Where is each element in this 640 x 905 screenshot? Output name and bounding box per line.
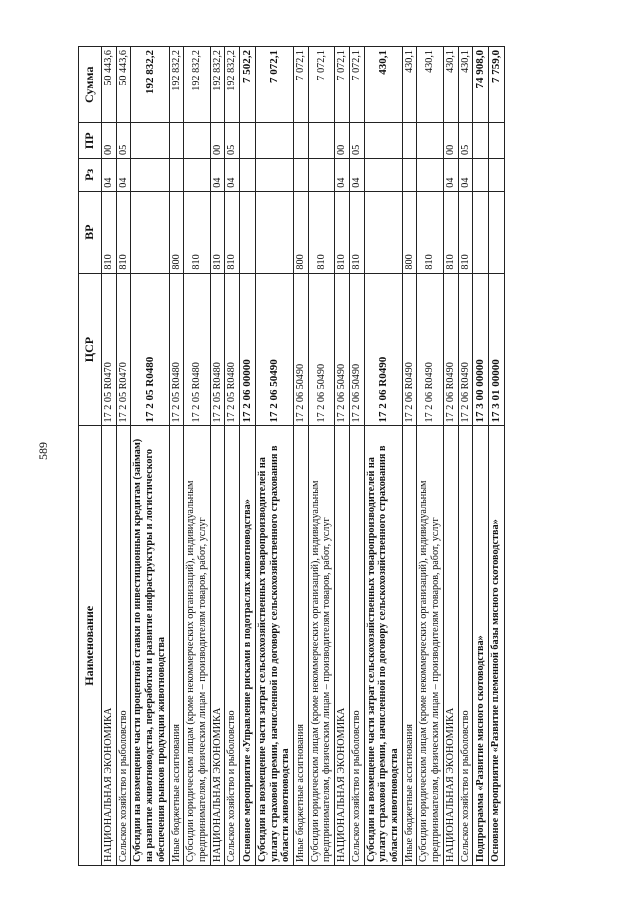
cell-sum: 7 072,1 xyxy=(349,47,364,123)
cell-sum: 50 443,6 xyxy=(102,47,117,123)
cell-csr: 17 3 01 00000 xyxy=(488,273,504,426)
header-name: Наименование xyxy=(79,426,102,866)
page-number: 589 xyxy=(36,442,50,460)
table-row xyxy=(255,47,293,866)
cell-vr xyxy=(131,191,169,273)
cell-vr: 810 xyxy=(308,191,334,273)
cell-pr xyxy=(240,123,256,158)
cell-name: НАЦИОНАЛЬНАЯ ЭКОНОМИКА xyxy=(102,426,117,866)
cell-sum: 7 072,1 xyxy=(293,47,308,123)
cell-pr xyxy=(184,123,210,158)
cell-sum: 7 502,2 xyxy=(240,47,256,123)
cell-name: Иные бюджетные ассигнования xyxy=(169,426,184,866)
cell-vr: 810 xyxy=(335,191,350,273)
cell-csr: 17 2 05 R0470 xyxy=(116,273,131,426)
cell-csr: 17 3 00 00000 xyxy=(473,273,489,426)
cell-vr: 810 xyxy=(349,191,364,273)
cell-csr: 17 2 06 R0490 xyxy=(364,273,402,426)
cell-csr: 17 2 05 R0480 xyxy=(131,273,169,426)
cell-sum: 192 832,2 xyxy=(184,47,210,123)
cell-rz: 04 xyxy=(225,158,240,191)
cell-name: Субсидии юридическим лицам (кроме некоммерческих организаций), индивидуальным предпринимателям, физическим лицам – производителям товаров, работ, услуг xyxy=(417,426,443,866)
cell-csr: 17 2 06 50490 xyxy=(335,273,350,426)
cell-sum: 430,1 xyxy=(364,47,402,123)
cell-vr: 810 xyxy=(225,191,240,273)
header-vr: ВР xyxy=(79,191,102,273)
cell-rz xyxy=(473,158,489,191)
cell-rz xyxy=(240,158,256,191)
cell-rz xyxy=(364,158,402,191)
cell-csr: 17 2 06 R0490 xyxy=(402,273,417,426)
cell-rz xyxy=(131,158,169,191)
cell-vr xyxy=(255,191,293,273)
cell-sum: 50 443,6 xyxy=(116,47,131,123)
cell-sum: 192 832,2 xyxy=(210,47,225,123)
cell-rz xyxy=(169,158,184,191)
table-row xyxy=(308,47,334,866)
cell-name: Основное мероприятие «Управление рисками в подотраслях животноводства» xyxy=(240,426,256,866)
cell-vr: 810 xyxy=(417,191,443,273)
cell-name: Иные бюджетные ассигнования xyxy=(402,426,417,866)
cell-csr: 17 2 06 50490 xyxy=(349,273,364,426)
cell-csr: 17 2 06 50490 xyxy=(308,273,334,426)
cell-sum: 430,1 xyxy=(417,47,443,123)
cell-name: НАЦИОНАЛЬНАЯ ЭКОНОМИКА xyxy=(210,426,225,866)
table-row xyxy=(210,47,225,866)
header-rz: Рз xyxy=(79,158,102,191)
cell-name: Сельское хозяйство и рыболовство xyxy=(116,426,131,866)
cell-csr: 17 2 05 R0480 xyxy=(225,273,240,426)
cell-pr xyxy=(255,123,293,158)
cell-sum: 192 832,2 xyxy=(225,47,240,123)
table-row xyxy=(488,47,504,866)
cell-name: Сельское хозяйство и рыболовство xyxy=(458,426,473,866)
cell-csr: 17 2 06 50490 xyxy=(255,273,293,426)
budget-table xyxy=(78,46,505,866)
header-csr: ЦСР xyxy=(79,273,102,426)
cell-csr: 17 2 05 R0480 xyxy=(210,273,225,426)
cell-vr: 810 xyxy=(102,191,117,273)
table-row xyxy=(131,47,169,866)
cell-pr xyxy=(131,123,169,158)
cell-vr: 810 xyxy=(116,191,131,273)
cell-sum: 7 759,0 xyxy=(488,47,504,123)
cell-vr: 810 xyxy=(443,191,458,273)
cell-vr xyxy=(473,191,489,273)
cell-pr: 05 xyxy=(225,123,240,158)
table-body xyxy=(102,47,505,866)
table-row xyxy=(102,47,117,866)
cell-sum: 430,1 xyxy=(443,47,458,123)
cell-sum: 7 072,1 xyxy=(335,47,350,123)
cell-pr xyxy=(308,123,334,158)
cell-sum: 7 072,1 xyxy=(308,47,334,123)
cell-name: Субсидии юридическим лицам (кроме некоммерческих организаций), индивидуальным предпринимателям, физическим лицам – производителям товаров, работ, услуг xyxy=(184,426,210,866)
cell-sum: 430,1 xyxy=(402,47,417,123)
cell-vr: 810 xyxy=(210,191,225,273)
cell-name: Субсидии на возмещение части процентной ставки по инвестиционным кредитам (займам) на развитие животноводства, переработки и развитие инфраструктуры и логистического обеспечения рынков продукции животноводства xyxy=(131,426,169,866)
cell-pr: 00 xyxy=(210,123,225,158)
cell-csr: 17 2 06 00000 xyxy=(240,273,256,426)
cell-pr: 00 xyxy=(443,123,458,158)
cell-sum: 192 832,2 xyxy=(169,47,184,123)
cell-csr: 17 2 06 50490 xyxy=(293,273,308,426)
table-row xyxy=(364,47,402,866)
header-sum: Сумма xyxy=(79,47,102,123)
cell-rz xyxy=(488,158,504,191)
cell-pr xyxy=(169,123,184,158)
cell-rz xyxy=(255,158,293,191)
cell-pr xyxy=(402,123,417,158)
cell-pr xyxy=(488,123,504,158)
cell-vr: 800 xyxy=(169,191,184,273)
cell-csr: 17 2 05 R0470 xyxy=(102,273,117,426)
table-row xyxy=(116,47,131,866)
cell-pr xyxy=(364,123,402,158)
cell-vr: 800 xyxy=(293,191,308,273)
header-pr: ПР xyxy=(79,123,102,158)
rotated-table-wrapper xyxy=(78,46,505,866)
cell-rz: 04 xyxy=(102,158,117,191)
cell-pr xyxy=(417,123,443,158)
cell-name: Иные бюджетные ассигнования xyxy=(293,426,308,866)
cell-rz: 04 xyxy=(116,158,131,191)
table-row xyxy=(443,47,458,866)
cell-pr: 05 xyxy=(458,123,473,158)
cell-rz xyxy=(184,158,210,191)
table-row xyxy=(402,47,417,866)
cell-pr: 00 xyxy=(335,123,350,158)
cell-name: НАЦИОНАЛЬНАЯ ЭКОНОМИКА xyxy=(335,426,350,866)
cell-name: Субсидии юридическим лицам (кроме некоммерческих организаций), индивидуальным предпринимателям, физическим лицам – производителям товаров, работ, услуг xyxy=(308,426,334,866)
cell-rz xyxy=(402,158,417,191)
cell-pr: 05 xyxy=(116,123,131,158)
table-row xyxy=(349,47,364,866)
cell-sum: 192 832,2 xyxy=(131,47,169,123)
table-row xyxy=(417,47,443,866)
cell-rz: 04 xyxy=(210,158,225,191)
cell-rz xyxy=(417,158,443,191)
cell-csr: 17 2 06 R0490 xyxy=(458,273,473,426)
table-row xyxy=(293,47,308,866)
cell-vr: 810 xyxy=(458,191,473,273)
cell-rz: 04 xyxy=(458,158,473,191)
cell-name: Основное мероприятие «Развитие племенной базы мясного скотоводства» xyxy=(488,426,504,866)
cell-vr xyxy=(488,191,504,273)
cell-rz: 04 xyxy=(335,158,350,191)
cell-sum: 7 072,1 xyxy=(255,47,293,123)
cell-csr: 17 2 06 R0490 xyxy=(443,273,458,426)
cell-sum: 430,1 xyxy=(458,47,473,123)
cell-name: НАЦИОНАЛЬНАЯ ЭКОНОМИКА xyxy=(443,426,458,866)
cell-vr: 800 xyxy=(402,191,417,273)
cell-vr xyxy=(240,191,256,273)
table-row xyxy=(240,47,256,866)
cell-name: Субсидии на возмещение части затрат сельскохозяйственных товаропроизводителей на уплату страховой премии, начисленной по договору сельскохозяйственного страхования в области животноводства xyxy=(364,426,402,866)
cell-csr: 17 2 05 R0480 xyxy=(169,273,184,426)
cell-vr xyxy=(364,191,402,273)
cell-name: Субсидии на возмещение части затрат сельскохозяйственных товаропроизводителей на уплату страховой премии, начисленной по договору сельскохозяйственного страхования в области животноводства xyxy=(255,426,293,866)
cell-pr xyxy=(293,123,308,158)
cell-vr: 810 xyxy=(184,191,210,273)
cell-csr: 17 2 06 R0490 xyxy=(417,273,443,426)
cell-rz: 04 xyxy=(443,158,458,191)
cell-csr: 17 2 05 R0480 xyxy=(184,273,210,426)
table-row xyxy=(458,47,473,866)
table-row xyxy=(473,47,489,866)
cell-rz xyxy=(293,158,308,191)
table-row xyxy=(335,47,350,866)
table-row xyxy=(169,47,184,866)
cell-rz: 04 xyxy=(349,158,364,191)
table-row xyxy=(225,47,240,866)
cell-sum: 74 908,0 xyxy=(473,47,489,123)
cell-pr xyxy=(473,123,489,158)
cell-name: Сельское хозяйство и рыболовство xyxy=(349,426,364,866)
cell-name: Сельское хозяйство и рыболовство xyxy=(225,426,240,866)
cell-pr: 00 xyxy=(102,123,117,158)
cell-name: Подпрограмма «Развитие мясного скотоводства» xyxy=(473,426,489,866)
cell-rz xyxy=(308,158,334,191)
table-header-row xyxy=(79,47,102,866)
table-row xyxy=(184,47,210,866)
cell-pr: 05 xyxy=(349,123,364,158)
